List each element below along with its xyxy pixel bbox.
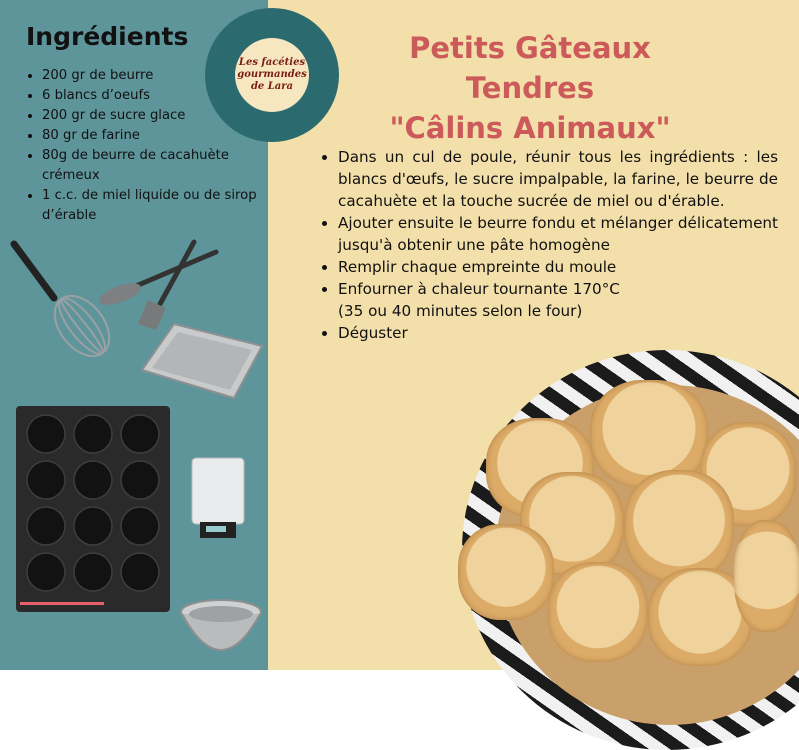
ingredient-item: • 200 gr de sucre glace [42,106,272,126]
baking-sheet-icon [138,320,266,400]
recipe-steps [318,146,778,344]
recipe-step: • Remplir chaque empreinte du moule [338,256,778,278]
silicone-mould-icon [16,406,170,612]
cookie [624,470,734,582]
logo-text: Les facéties [238,57,306,68]
logo-text: de Lara [250,81,294,92]
ingredients-title: Ingrédients [26,22,189,51]
ingredient-item: • 1 c.c. de miel liquide ou de sirop d’érable [42,186,272,226]
recipe-step: • Dans un cul de poule, réunir tous les ingrédients : les blancs d'œufs, le sucre impalpable, la farine, le beurre de cacahuète et la touche sucrée de miel ou d'érable. [338,146,778,212]
recipe-step: • Enfourner à chaleur tournante 170°C [338,278,778,300]
cookie [548,562,648,662]
logo-text: gourmandes [237,69,307,80]
mixing-bowl-icon [178,596,264,660]
kitchen-scale-icon [190,456,246,542]
ingredient-item: • 80g de beurre de cacahuète crémeux [42,146,272,186]
recipe-title [340,28,720,148]
ingredient-item: • 80 gr de farine [42,126,272,146]
recipe-step: • Déguster [338,322,778,344]
recipe-title-line: "Câlins Animaux" [389,111,671,145]
cookie [458,524,554,620]
recipe-step-note: (35 ou 40 minutes selon le four) [338,302,583,320]
ingredient-item: • 200 gr de beurre [42,66,272,86]
cookie [734,520,799,632]
ingredient-item: • 6 blancs d’oeufs [42,86,272,106]
brand-logo [205,8,339,142]
recipe-title-line: Petits Gâteaux Tendres [409,31,651,105]
recipe-step: • Ajouter ensuite le beurre fondu et mélanger délicatement jusqu'à obtenir une pâte homogène [338,212,778,256]
